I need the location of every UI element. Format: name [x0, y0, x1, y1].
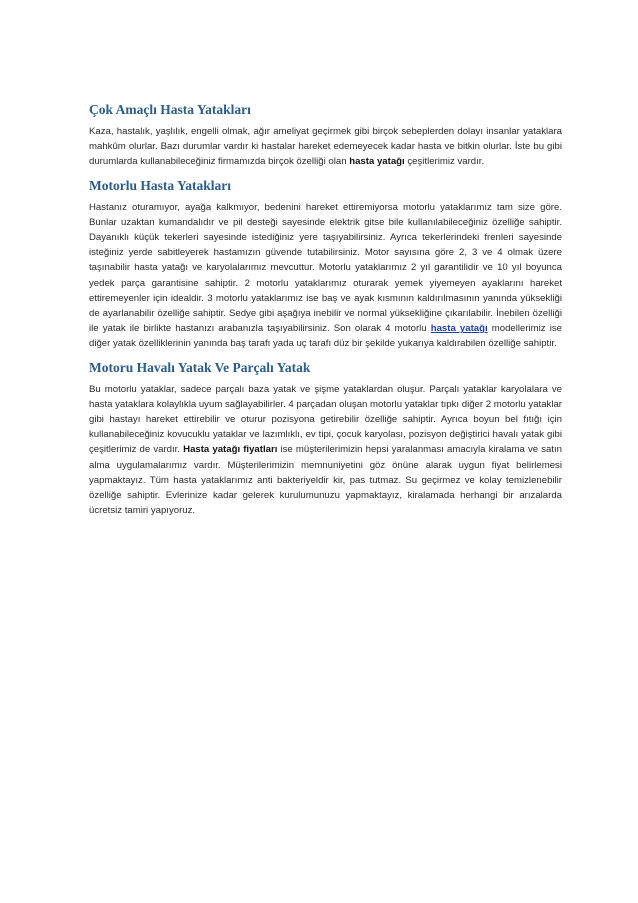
havali-bold-keyword: Hasta yatağı fiyatları [183, 444, 278, 456]
paragraph-havali-parcali [89, 382, 562, 519]
heading-cok-amacli: Çok Amaçlı Hasta Yatakları [89, 102, 251, 117]
havali-text-b: ise müşterilerimizin hepsi yaralanması amacıyla kiralama ve satın alma uygulamalarımız vardır. Müşterilerimizin memnuniyetini göz önüne alarak uygun fiyat belirlemesi yapmaktayız. Tüm hasta yataklarımız anti bakteriyeldir kir, pas tutmaz. Su geçirmez ve kolay temizlenebilir özelliğe sahiptir. Evlerinize kadar gelerek kurulumunuzu yapmaktayız, kiralamada herhangi bir arızalarda ücretsiz tamiri yapıyoruz. [89, 444, 562, 517]
paragraph-intro [89, 124, 562, 170]
intro-text-b: çeşitlerimiz vardır. [404, 156, 485, 168]
heading-motorlu: Motorlu Hasta Yatakları [89, 177, 231, 193]
motorlu-text-b: modellerimiz ise diğer yatak özelliklerinin yanında baş tarafı yada uç tarafı düz bir şekilde yukarıya kaldırabilen özelliğe sahiptir. [89, 323, 562, 350]
paragraph-motorlu [89, 200, 562, 352]
motorlu-text-a: Hastanız oturamıyor, ayağa kalkmıyor, bedenini hareket ettiremiyorsa motorlu yataklarımız tam size göre. Bunlar uzaktan kumandalıdır ve pil desteği sayesinde elektrik gitse bile kullanılabileceğiniz özelliğe sahiptir. Dayanıklı küçük tekerleri sayesinde istediğiniz yere taşıyabilirsiniz. Ayrıca tekerlerindeki frenleri sayesinde isteğiniz yerde sabitleyerek hastamızın güvende tutabilirsiniz. Motor sayısına göre 2, 3 ve 4 olmak üzere taşınabilir hasta yatağı ve karyolalarımız mevcuttur. Motorlu yataklarımız 2 yıl garantilidir ve 10 yıl boyunca yedek parça garantisine sahiptir. 2 motorlu yataklarımız oturarak yemek yiyemeyen ayaklarını hareket ettiremeyenler için idealdir. 3 motorlu yataklarımız ise baş ve ayak kısmının kaldırılmasının yanında yüksekliği de ayarlanabilir özelliğe sahiptir. Sedye gibi aşağıya inebilir ve normal yüksekliğine çıkarılabilir. İnebilen özelliği ile yatak ile birlikte hastanızı arabanızla taşıyabilirsiniz. Son olarak 4 motorlu [89, 201, 562, 335]
intro-bold-keyword: hasta yatağı [349, 156, 405, 168]
heading-havali-parcali: Motoru Havalı Yatak Ve Parçalı Yatak [89, 359, 311, 375]
intro-text-a: Kaza, hastalık, yaşlılık, engelli olmak, ağır ameliyat geçirmek gibi birçok sebeplerden dolayı insanlar yataklara mahkûm olurlar. Bazı durumlar vardır ki hastalar hareket edemeyecek kadar hasta ve bitkin olurlar. İste bu gibi durumlarda kullanabileceğiniz firmamızda birçok özelliği olan [89, 126, 562, 168]
hasta-yatagi-link[interactable]: hasta yatağı [430, 323, 488, 335]
havali-text-a: Bu motorlu yataklar, sadece parçalı baza yatak ve şişme yataklardan oluşur. Parçalı yataklar karyolalara ve hasta yataklara kolaylıkla uyum sağlayabilirler. 4 parçadan oluşan motorlu yataklar tıpkı diğer 2 motorlu yataklar gibi hastayı hareket ettirebilir ve oturur pozisyona getirebilir özelliğe sahiptir. Ayrıca boyun bel fıtığı için kullanabileceğiniz kovucuklu yataklar ve lazımlıklı, ev tipi, çocuk karyolası, pozisyon değiştirici havalı yatak gibi çeşitlerimiz de vardır. [89, 383, 562, 456]
